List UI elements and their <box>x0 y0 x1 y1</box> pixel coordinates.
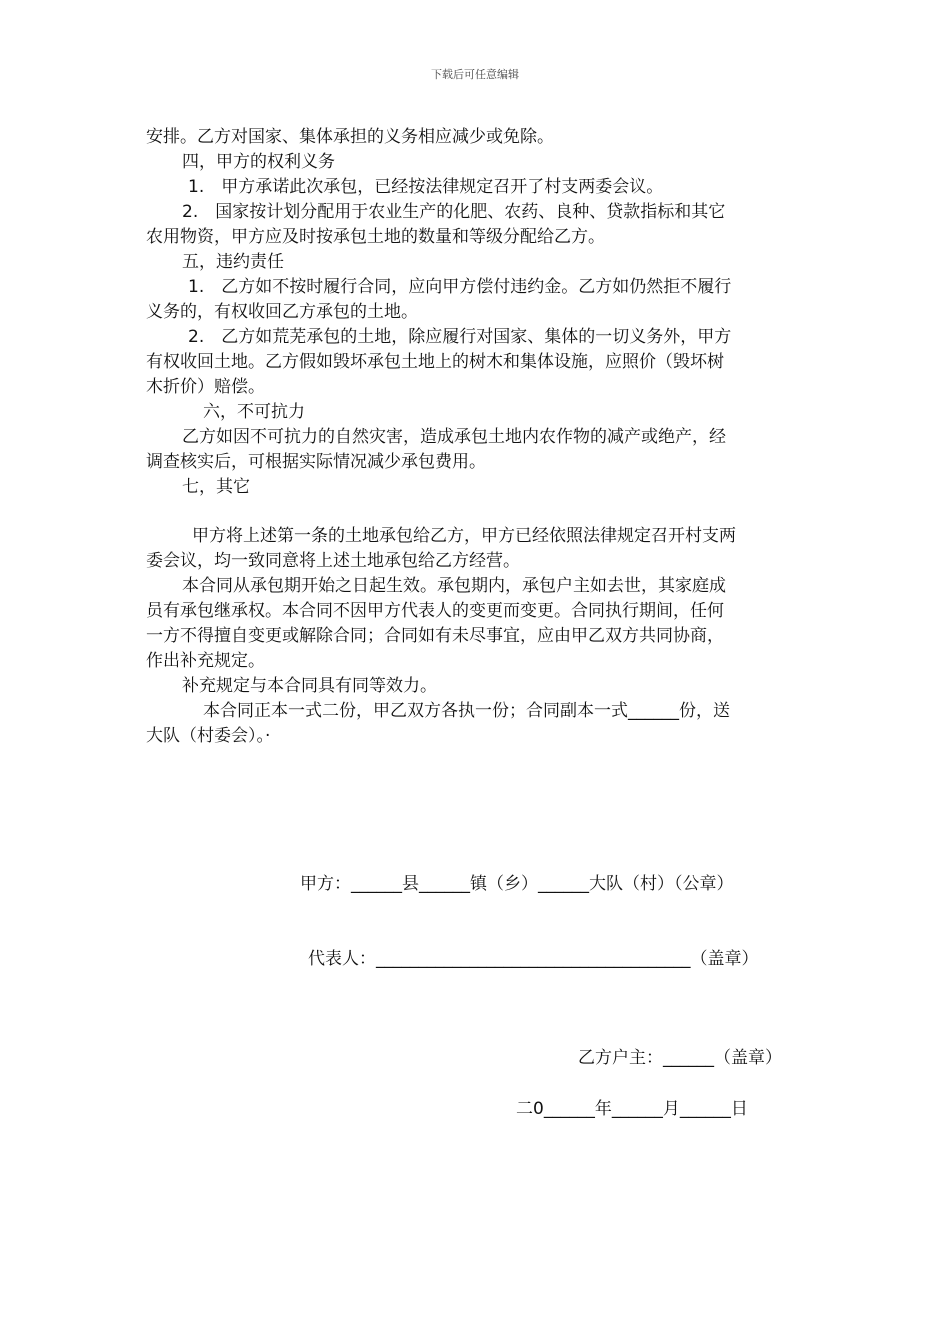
representative-signature-line: 代表人：_____________________________________（盖章） <box>308 949 759 969</box>
body-line: 1. 乙方如不按时履行合同，应向甲方偿付违约金。乙方如仍然拒不履行 <box>188 277 732 297</box>
section-heading: 七，其它 <box>182 477 250 497</box>
page-header: 下载后可任意编辑 <box>431 68 519 81</box>
body-line: 木折价）赔偿。 <box>146 377 265 397</box>
body-line: 调查核实后，可根据实际情况减少承包费用。 <box>146 452 486 472</box>
body-line: 员有承包继承权。本合同不因甲方代表人的变更而变更。合同执行期间，任何 <box>146 601 724 621</box>
body-line: 一方不得擅自变更或解除合同；合同如有未尽事宜，应由甲乙双方共同协商， <box>146 626 724 646</box>
body-line: 1. 甲方承诺此次承包，已经按法律规定召开了村支两委会议。 <box>188 177 664 197</box>
body-line: 甲方将上述第一条的土地承包给乙方，甲方已经依照法律规定召开村支两 <box>192 526 736 546</box>
body-line: 农用物资，甲方应及时按承包土地的数量和等级分配给乙方。 <box>146 227 605 247</box>
body-line: 本合同从承包期开始之日起生效。承包期内，承包户主如去世，其家庭成 <box>182 576 726 596</box>
body-line: 本合同正本一式二份，甲乙双方各执一份；合同副本一式______份，送 <box>203 701 730 721</box>
body-line: 有权收回土地。乙方假如毁坏承包土地上的树木和集体设施，应照价（毁坏树 <box>146 352 724 372</box>
party-a-signature-line: 甲方：______县______镇（乡）______大队（村）（公章） <box>300 874 734 894</box>
body-line: 2. 乙方如荒芜承包的土地，除应履行对国家、集体的一切义务外，甲方 <box>188 327 732 347</box>
body-line: 乙方如因不可抗力的自然灾害，造成承包土地内农作物的减产或绝产，经 <box>182 427 726 447</box>
date-line: 二0______年______月______日 <box>516 1099 748 1119</box>
section-heading: 四，甲方的权利义务 <box>182 152 335 172</box>
party-b-signature-line: 乙方户主：______（盖章） <box>578 1048 782 1068</box>
section-heading: 六，不可抗力 <box>203 402 305 422</box>
body-line: 安排。乙方对国家、集体承担的义务相应减少或免除。 <box>146 127 554 147</box>
section-heading: 五，违约责任 <box>182 252 284 272</box>
body-line: 补充规定与本合同具有同等效力。 <box>182 676 437 696</box>
body-line: 义务的，有权收回乙方承包的土地。 <box>146 302 418 322</box>
body-line: 委会议，均一致同意将上述土地承包给乙方经营。 <box>146 551 520 571</box>
body-line: 作出补充规定。 <box>146 651 265 671</box>
body-line: 大队（村委会）。· <box>146 726 271 746</box>
body-line: 2. 国家按计划分配用于农业生产的化肥、农药、良种、贷款指标和其它 <box>182 202 726 222</box>
